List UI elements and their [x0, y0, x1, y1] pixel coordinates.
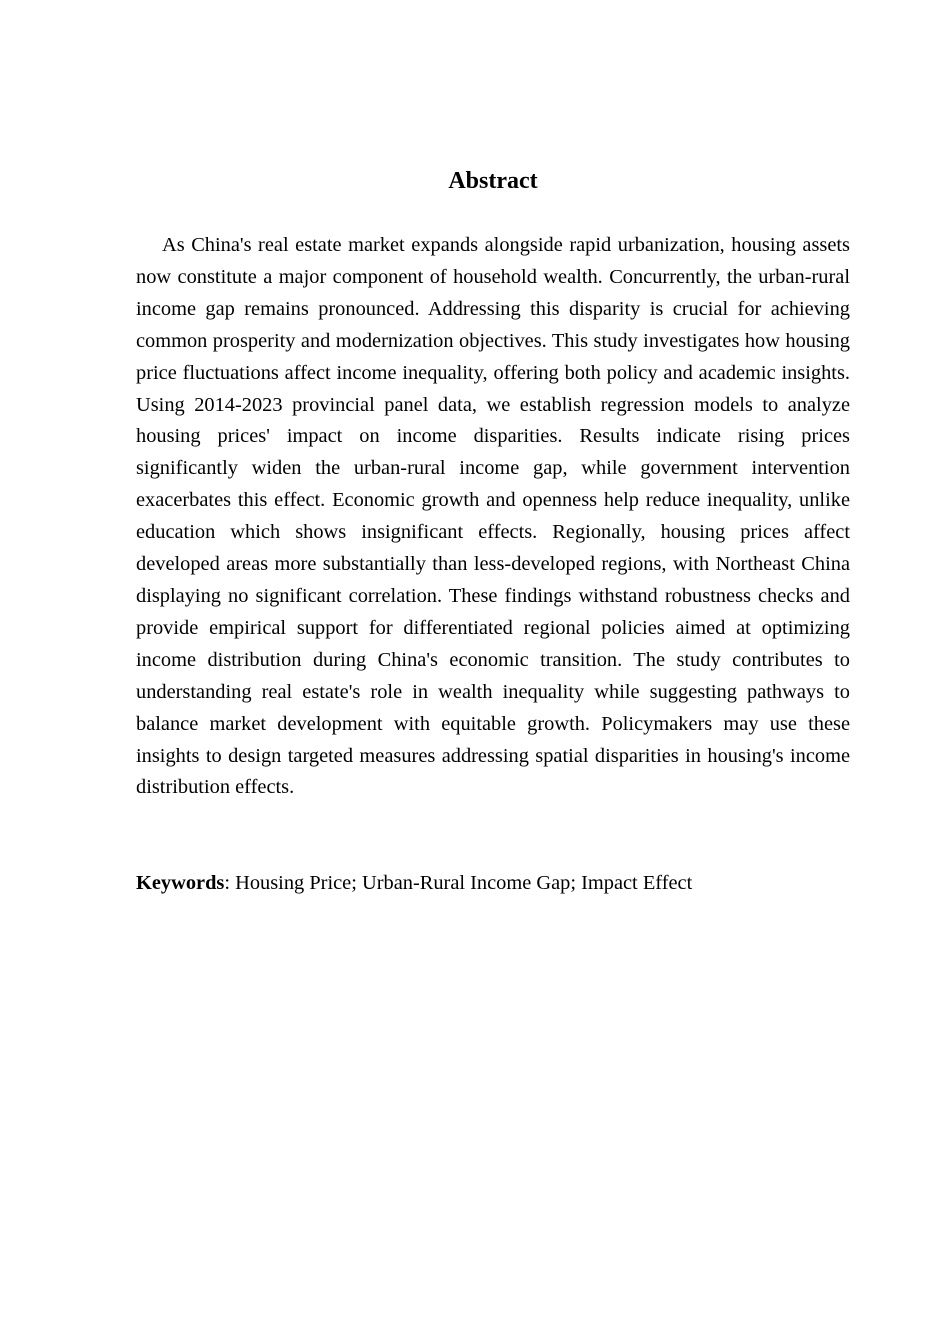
keywords-separator: : — [224, 872, 236, 894]
abstract-body: As China's real estate market expands alongside rapid urbanization, housing assets now constitute a major component of household wealth. Concurrently, the urban-rural income gap remains pronounced. Addressing this disparity is crucial for achieving common prosperity and modernization objectives. This study investigates how housing price fluctuations affect income inequality, offering both policy and academic insights. Using 2014-2023 provincial panel data, we establish regression models to analyze housing prices' impact on income disparities. Results indicate rising prices significantly widen the urban-rural income gap, while government intervention exacerbates this effect. Economic growth and openness help reduce inequality, unlike education which shows insignificant effects. Regionally, housing prices affect developed areas more substantially than less-developed regions, with Northeast China displaying no significant correlation. These findings withstand robustness checks and provide empirical support for differentiated regional policies aimed at optimizing income distribution during China's economic transition. The study contributes to understanding real estate's role in wealth inequality while suggesting pathways to balance market development with equitable growth. Policymakers may use these insights to design targeted measures addressing spatial disparities in housing's income distribution effects. — [136, 234, 850, 799]
keywords-label: Keywords — [136, 872, 225, 894]
keywords-text: Housing Price; Urban-Rural Income Gap; Impact Effect — [235, 872, 693, 894]
keywords-line — [136, 868, 850, 900]
abstract-title: Abstract — [448, 168, 538, 194]
